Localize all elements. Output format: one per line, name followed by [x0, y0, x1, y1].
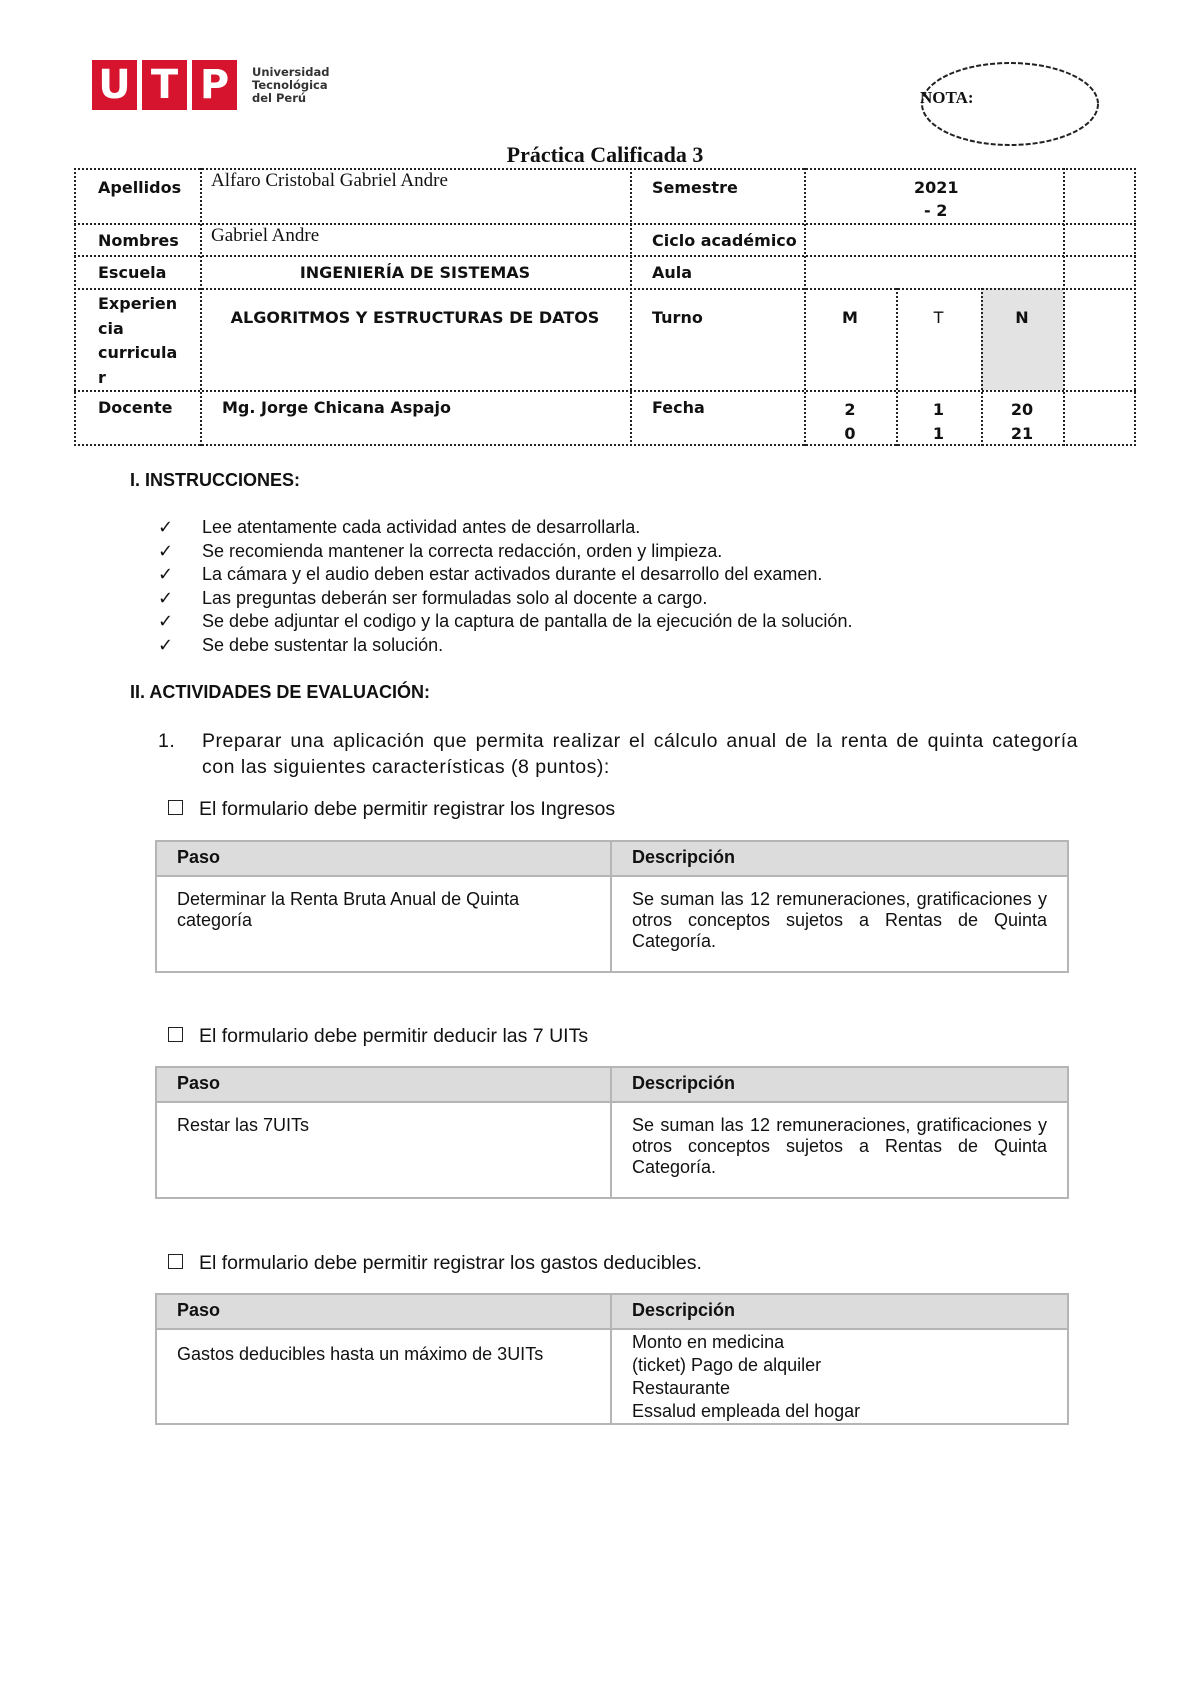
checkbox-icon [168, 1027, 183, 1042]
steps-table-2 [155, 1066, 1069, 1199]
list-item: ✓ Las preguntas deberán ser formuladas solo al docente a cargo. [158, 587, 708, 609]
fecha-day: 2 0 [844, 400, 856, 443]
apellidos-value: Alfaro Cristobal Gabriel Andre [211, 170, 448, 191]
list-item: ✓ La cámara y el audio deben estar activados durante el desarrollo del examen. [158, 564, 823, 585]
fecha-year: 20 21 [1010, 400, 1034, 443]
experiencia-value: ALGORITMOS Y ESTRUCTURAS DE DATOS [230, 308, 600, 327]
semestre-value-term: - 2 [924, 201, 948, 220]
col-paso: Paso [156, 1294, 611, 1329]
paso-cell: Restar las 7UITs [156, 1102, 611, 1198]
turno-t: T [933, 308, 944, 327]
paso-cell: Gastos deducibles hasta un máximo de 3UITs [156, 1329, 611, 1424]
col-paso: Paso [156, 1067, 611, 1102]
semestre-value-year: 2021 [914, 178, 959, 197]
escuela-value: INGENIERÍA DE SISTEMAS [299, 263, 531, 282]
nombres-label: Nombres [98, 231, 179, 250]
logo-text: Universidad Tecnológica del Perú [252, 65, 330, 105]
steps-table-3 [155, 1293, 1069, 1425]
col-descripcion: Descripción [611, 1294, 1068, 1329]
question-number: 1. [158, 730, 176, 752]
requirement-3: El formulario debe permitir registrar los gastos deducibles. [168, 1252, 702, 1275]
escuela-label: Escuela [98, 263, 167, 282]
utp-logo [92, 60, 242, 110]
question-1 [158, 728, 1078, 780]
col-descripcion: Descripción [611, 1067, 1068, 1102]
docente-label: Docente [98, 398, 173, 417]
logo-letter-p: P [192, 60, 237, 110]
student-info-table [74, 168, 1136, 446]
fecha-label: Fecha [652, 398, 705, 417]
descripcion-cell: Se suman las 12 remuneraciones, gratificaciones y otros conceptos sujetos a Rentas de Quinta Categoría. [611, 876, 1068, 972]
checkbox-icon [168, 1254, 183, 1269]
check-icon: ✓ [158, 540, 174, 562]
list-item: ✓ Se debe adjuntar el codigo y la captura de pantalla de la ejecución de la solución. [158, 611, 853, 632]
instrucciones-heading: I. INSTRUCCIONES: [130, 470, 301, 490]
turno-n-shaded-cell [981, 288, 1063, 390]
requirement-1: El formulario debe permitir registrar los Ingresos [168, 798, 615, 821]
ciclo-label: Ciclo académico [652, 231, 797, 250]
nombres-value: Gabriel Andre [211, 225, 320, 246]
turno-n: N [1015, 308, 1029, 327]
question-text: Preparar una aplicación que permita realizar el cálculo anual de la renta de quinta categoría con las siguientes características (8 puntos): [202, 730, 1078, 778]
paso-cell: Determinar la Renta Bruta Anual de Quinta categoría [156, 876, 611, 972]
page-title: Práctica Calificada 3 [506, 142, 704, 167]
descripcion-cell: Monto en medicina (ticket) Pago de alquiler Restaurante Essalud empleada del hogar [611, 1329, 1068, 1424]
turno-m: M [842, 308, 858, 327]
fecha-month: 1 1 [932, 400, 945, 443]
turno-label: Turno [652, 308, 703, 327]
list-item: ✓ Lee atentamente cada actividad antes de desarrollarla. [158, 517, 641, 538]
actividades-heading: II. ACTIVIDADES DE EVALUACIÓN: [130, 682, 431, 702]
col-paso: Paso [156, 841, 611, 876]
check-icon: ✓ [158, 564, 174, 585]
checkbox-icon [168, 800, 183, 815]
steps-table-1 [155, 840, 1069, 973]
check-icon: ✓ [158, 517, 174, 538]
instrucciones-list [158, 516, 852, 657]
col-descripcion: Descripción [611, 841, 1068, 876]
logo-letter-t: T [142, 60, 187, 110]
check-icon: ✓ [158, 611, 174, 632]
list-item: ✓ Se debe sustentar la solución. [158, 634, 444, 656]
list-item: ✓ Se recomienda mantener la correcta redacción, orden y limpieza. [158, 540, 723, 562]
semestre-label: Semestre [652, 178, 738, 197]
nota-label: NOTA: [920, 88, 974, 107]
experiencia-label: Experien cia curricula r [98, 294, 178, 387]
apellidos-label: Apellidos [98, 178, 182, 197]
descripcion-cell: Se suman las 12 remuneraciones, gratificaciones y otros conceptos sujetos a Rentas de Quinta Categoría. [611, 1102, 1068, 1198]
check-icon: ✓ [158, 634, 174, 656]
check-icon: ✓ [158, 587, 174, 609]
aula-label: Aula [652, 263, 693, 282]
logo-letter-u: U [92, 60, 137, 110]
requirement-2: El formulario debe permitir deducir las 7 UITs [168, 1025, 588, 1048]
docente-value: Mg. Jorge Chicana Aspajo [222, 398, 452, 417]
